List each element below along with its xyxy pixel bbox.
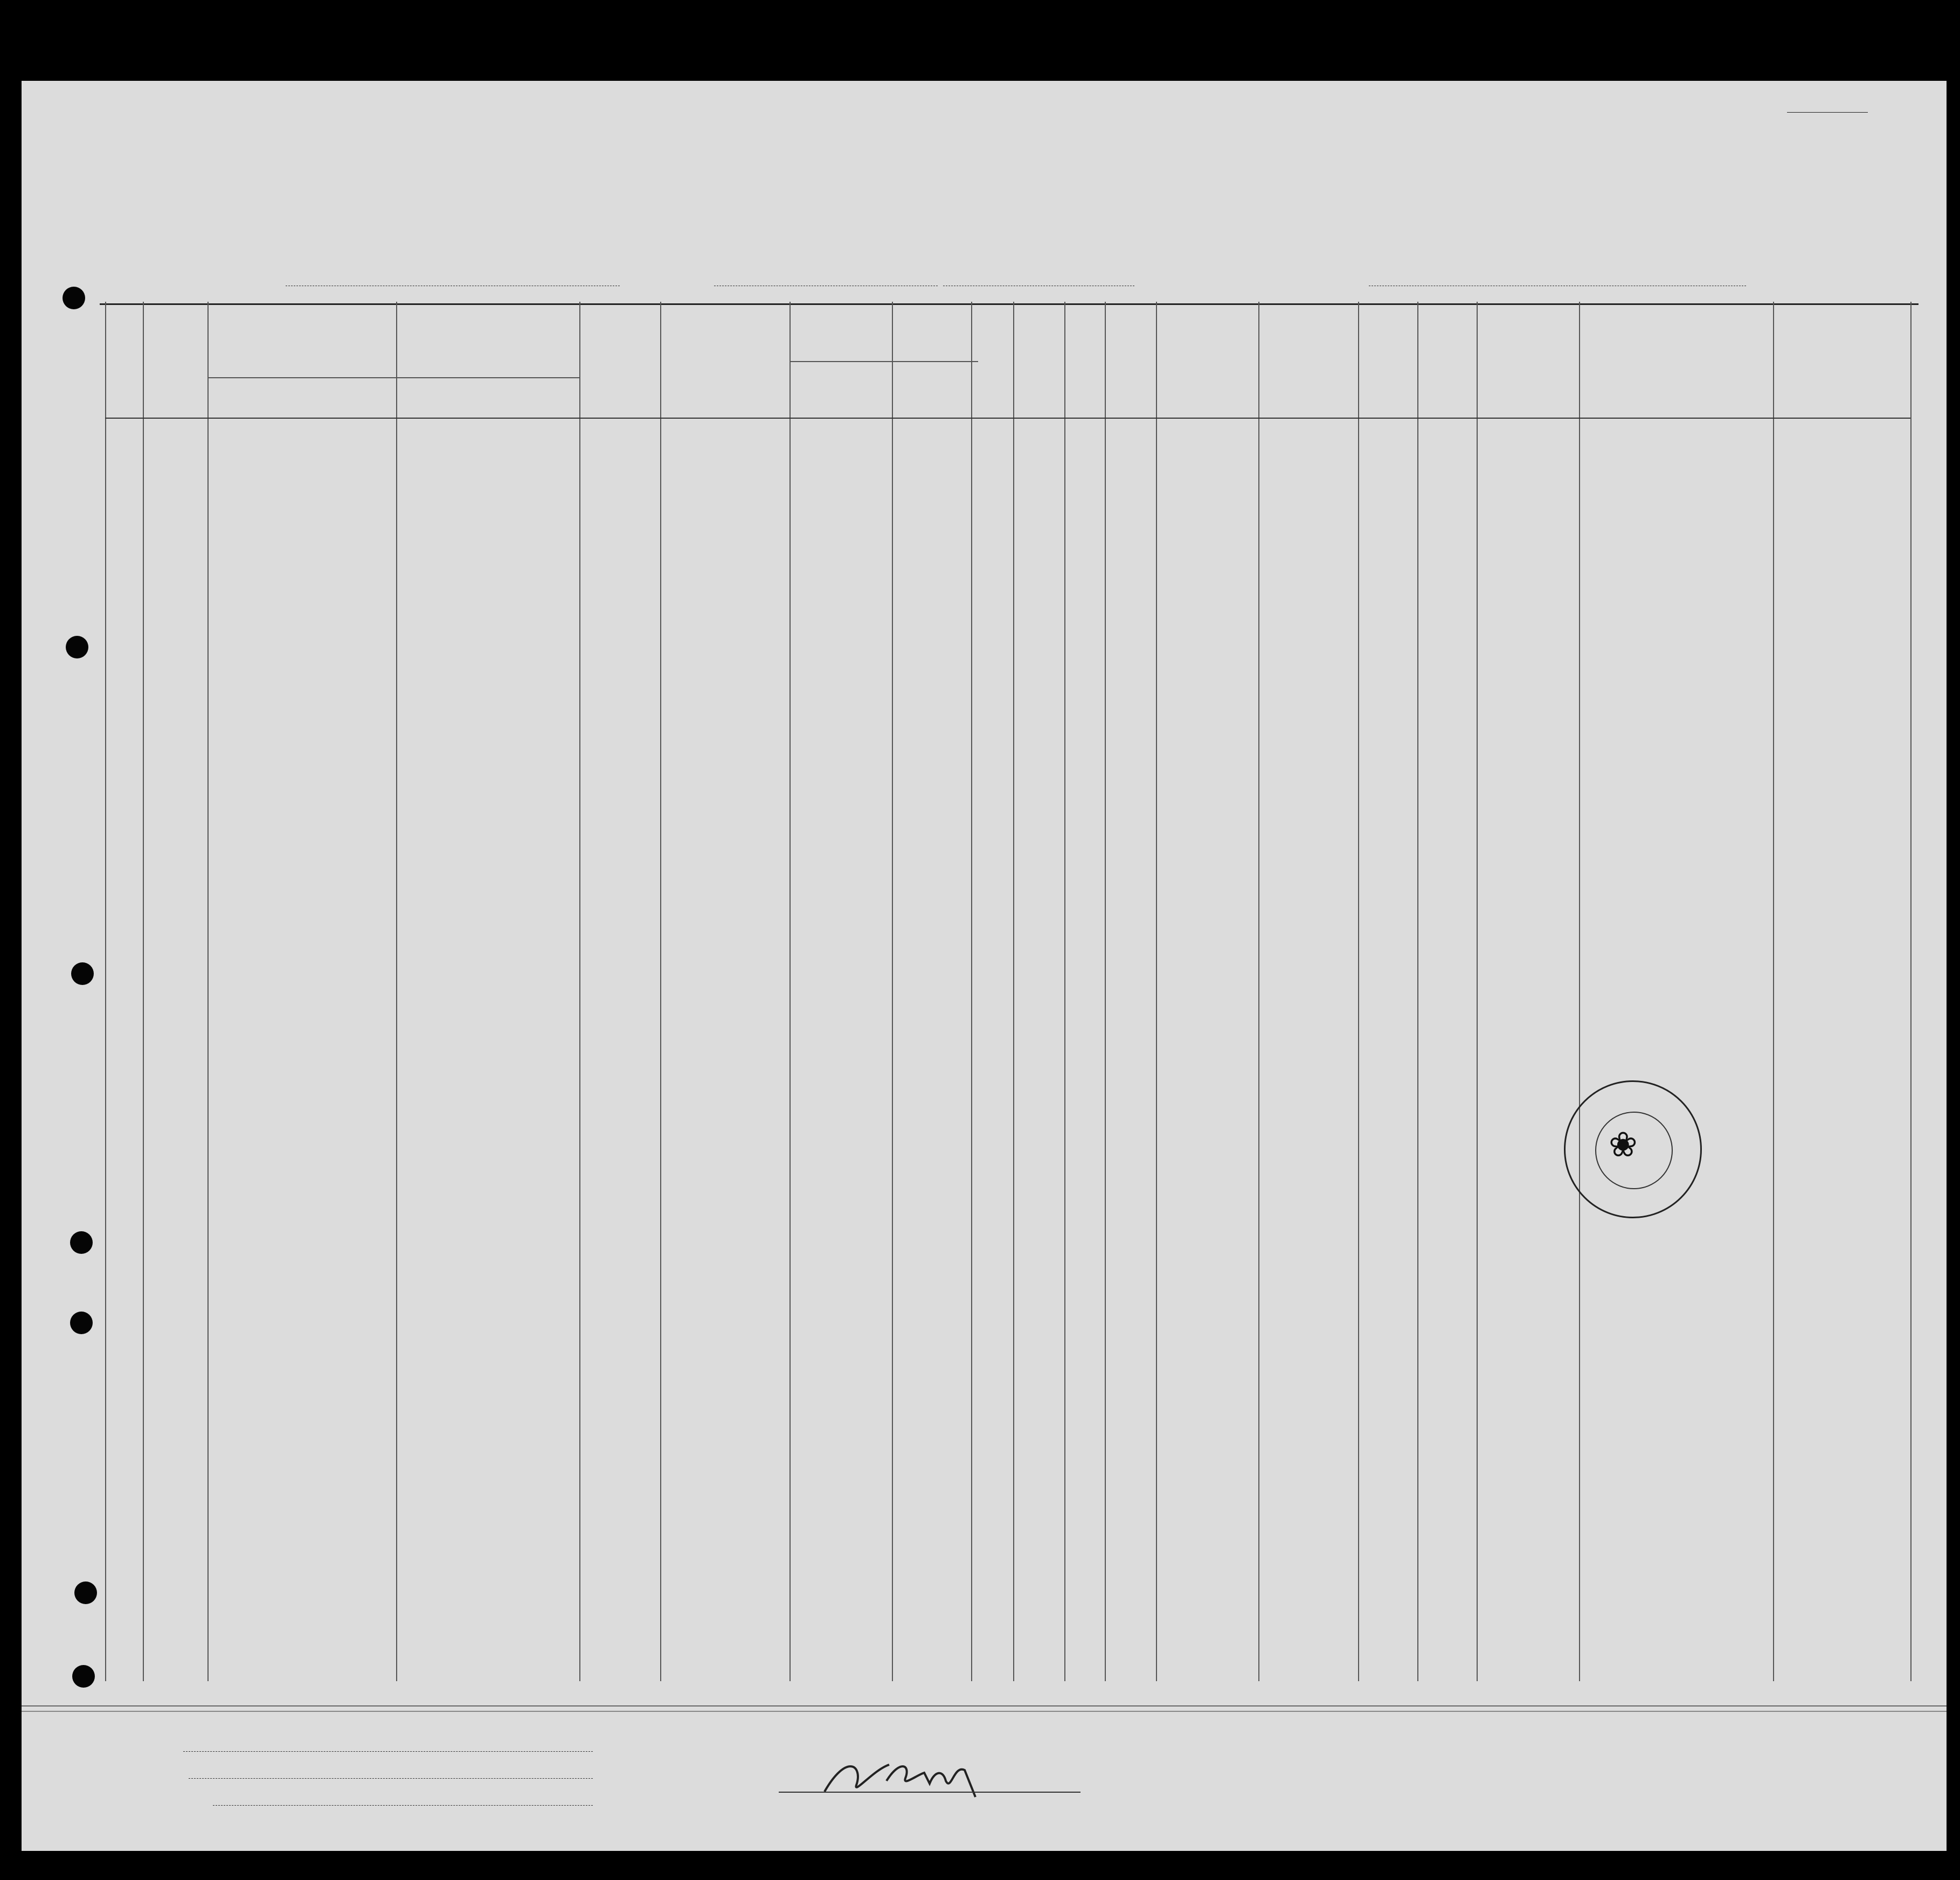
consulate-stamp xyxy=(1564,1080,1702,1218)
binder-hole xyxy=(66,636,88,658)
binder-hole xyxy=(70,1312,93,1334)
binder-hole xyxy=(72,1665,95,1688)
inspector-signature xyxy=(814,1732,1008,1808)
binder-hole xyxy=(70,1231,93,1254)
sheet-number xyxy=(1787,112,1868,113)
binder-hole xyxy=(71,962,94,985)
manifest-page xyxy=(22,81,1947,1851)
binder-hole xyxy=(74,1581,97,1604)
binder-hole xyxy=(63,287,85,309)
eagle-seal-icon: ❀ xyxy=(1609,1126,1638,1164)
